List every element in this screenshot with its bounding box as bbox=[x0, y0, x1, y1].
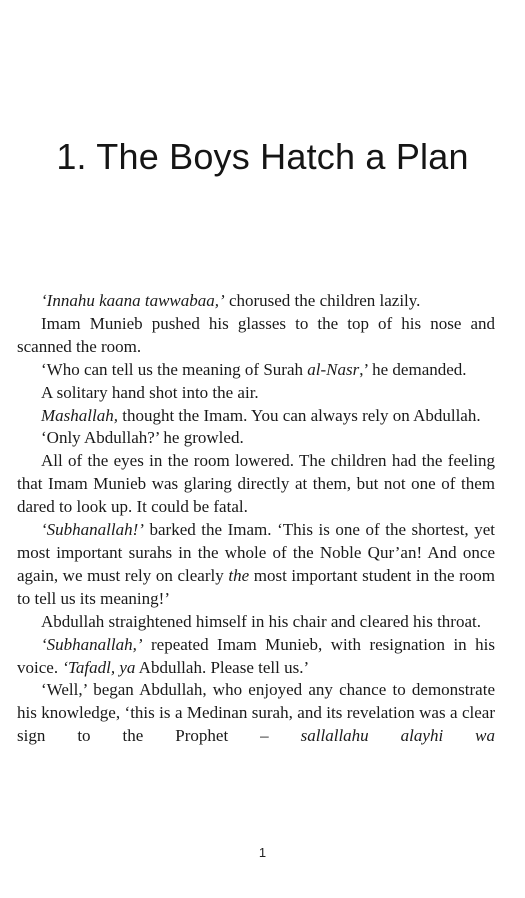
text-run: Abdullah. Please tell us.’ bbox=[135, 657, 310, 677]
text-run: ,’ he demanded. bbox=[359, 359, 467, 379]
text-run: Abdullah straightened himself in his chair and cleared his throat. bbox=[41, 611, 481, 631]
paragraph bbox=[17, 405, 495, 428]
text-run: ‘Who can tell us the meaning of Surah bbox=[41, 359, 308, 379]
text-run: thought the Imam. You can always rely on Abdullah. bbox=[117, 405, 481, 425]
italic-text: ‘Innahu kaana tawwabaa,’ bbox=[41, 291, 225, 310]
text-run: repeated Imam Munieb, with resignation in his voice. bbox=[17, 634, 495, 677]
italic-text: the bbox=[228, 565, 250, 585]
paragraph bbox=[17, 450, 495, 519]
italic-text: ‘Subhanallah,’ bbox=[41, 634, 143, 654]
text-run: ‘Well,’ began Abdullah, who enjoyed any chance to demonstrate his knowledge, ‘this is a Medinan surah, and its revelation was a clear sign to the Prophet – bbox=[17, 680, 495, 746]
italic-text: Mashallah, bbox=[41, 405, 118, 425]
italic-text: ‘Tafadl, ya bbox=[62, 657, 136, 677]
text-run: Imam Munieb pushed his glasses to the top of his nose and scanned the room. bbox=[17, 313, 495, 356]
chapter-title: 1. The Boys Hatch a Plan bbox=[56, 136, 469, 177]
text-run: most important student in the room to tell us its meaning!’ bbox=[17, 565, 495, 608]
paragraph bbox=[17, 519, 495, 611]
chapter-body bbox=[17, 290, 495, 748]
text-run: ‘Only Abdullah?’ he growled. bbox=[41, 428, 244, 448]
italic-text: sallallahu alayhi wa bbox=[300, 726, 495, 746]
paragraph bbox=[17, 679, 495, 748]
text-run: All of the eyes in the room lowered. The children had the feeling that Imam Munieb was glaring directly at them, but not one of them dared to look up. It could be fatal. bbox=[17, 451, 495, 517]
text-run: chorused the children lazily. bbox=[224, 291, 421, 310]
paragraph bbox=[17, 382, 495, 405]
paragraph bbox=[17, 634, 495, 680]
italic-text: al-Nasr bbox=[307, 359, 360, 379]
text-run: A solitary hand shot into the air. bbox=[41, 382, 259, 402]
text-run: barked the Imam. ‘This is one of the shortest, yet most important surahs in the whole of the Noble Qur’an! And once again, we must rely on clearly bbox=[17, 520, 495, 585]
paragraph bbox=[17, 359, 495, 382]
italic-text: ‘Subhanallah!’ bbox=[41, 520, 144, 540]
paragraph bbox=[17, 290, 495, 313]
page-number: 1 bbox=[258, 845, 267, 860]
paragraph bbox=[17, 427, 495, 450]
paragraph bbox=[17, 611, 495, 634]
paragraph bbox=[17, 313, 495, 359]
